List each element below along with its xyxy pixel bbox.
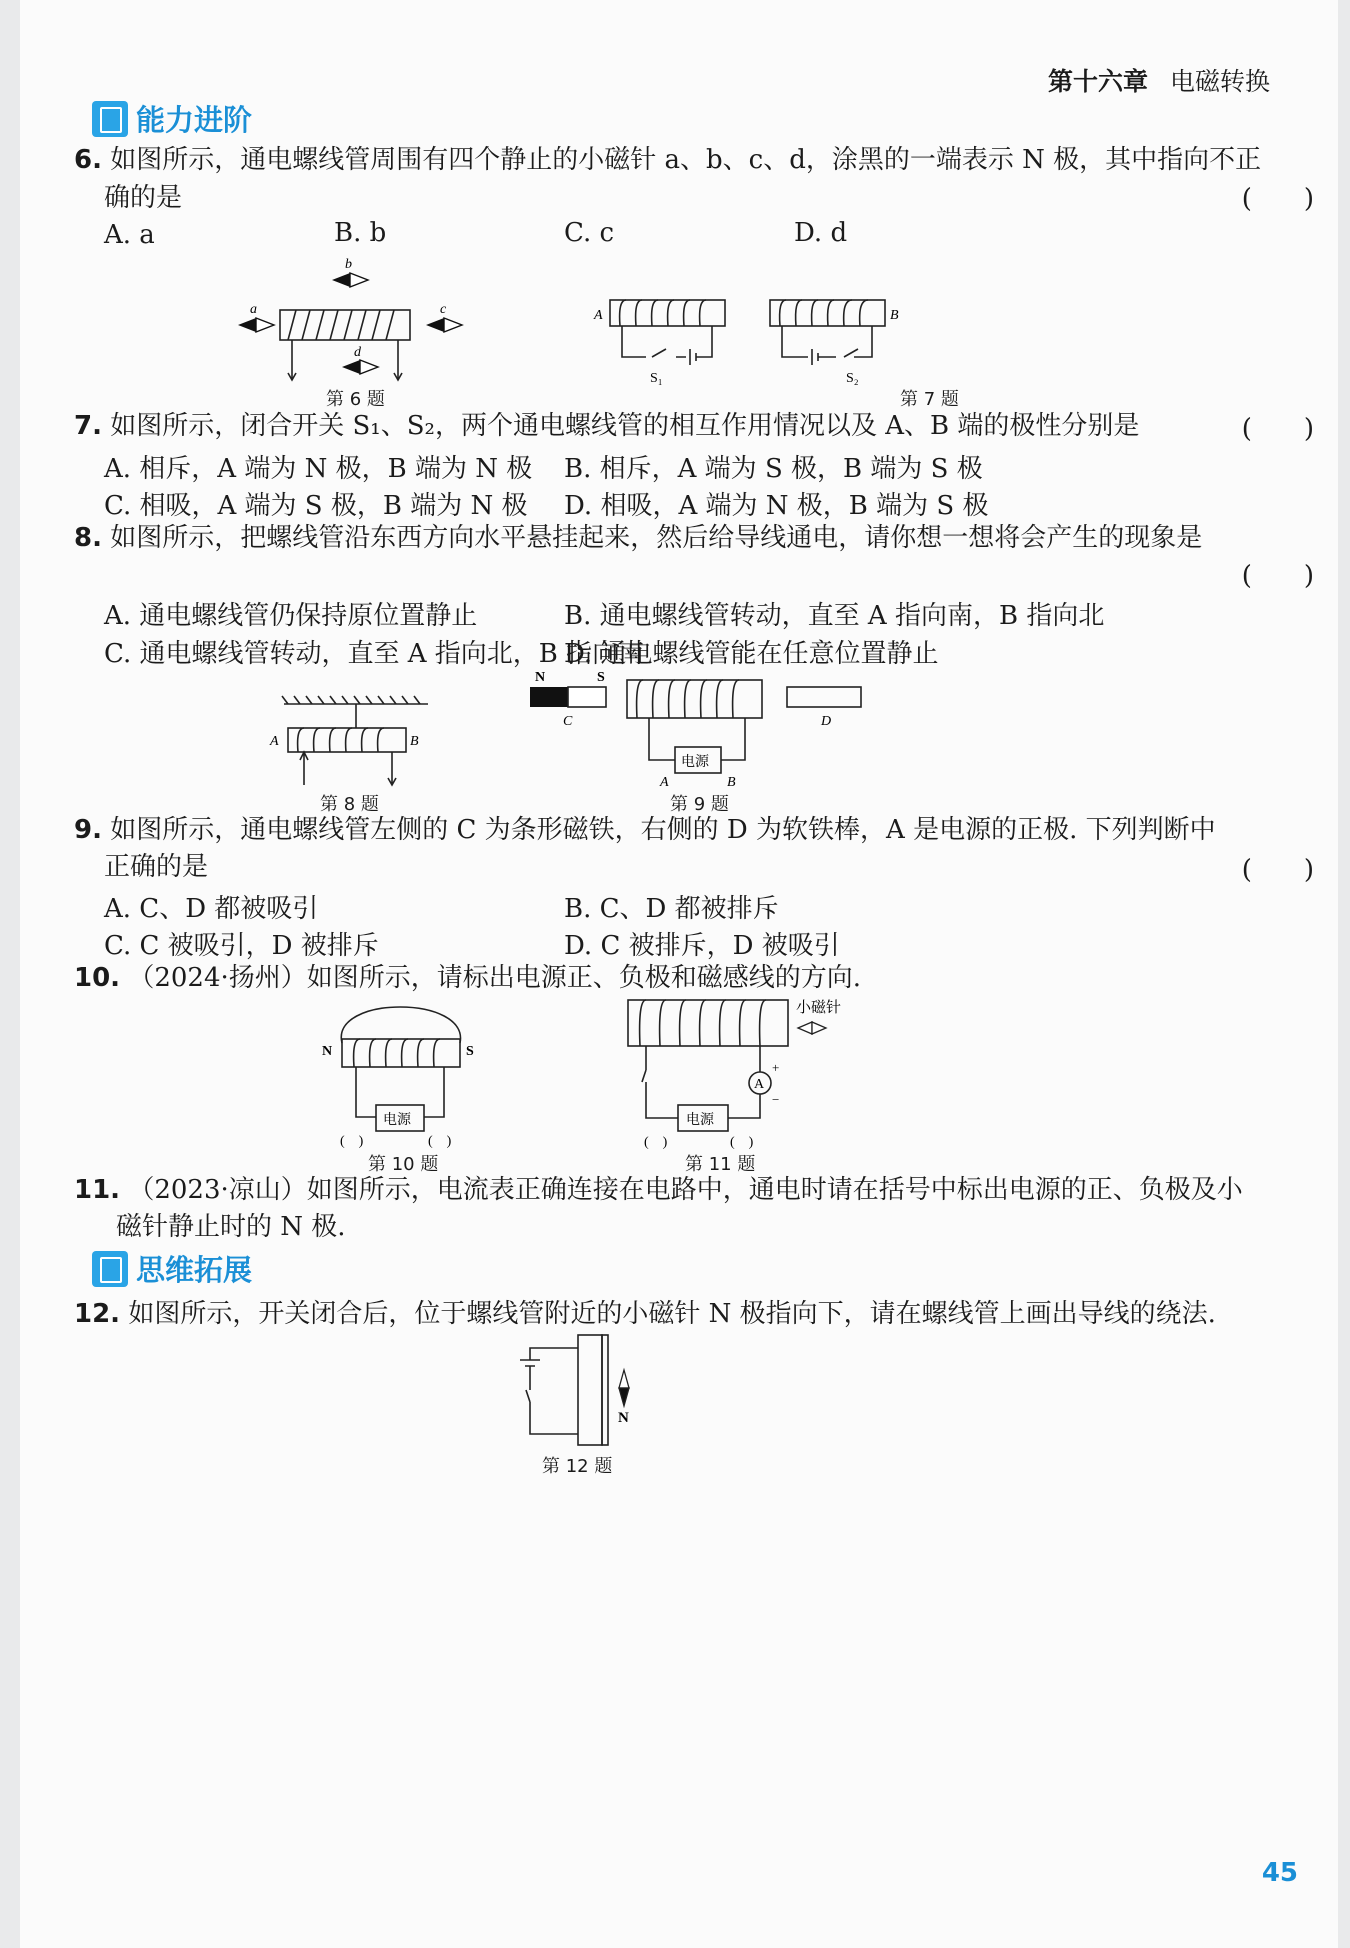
question-8: [74, 520, 1202, 556]
option-c: C. c: [564, 218, 615, 248]
question-7: [74, 408, 1139, 444]
option-b: B. 相斥，A 端为 S 极，B 端为 S 极: [564, 454, 983, 484]
caption-7: 第 7 题: [900, 389, 959, 410]
pencil-note-icon: [92, 1251, 128, 1287]
label-S: S: [466, 1044, 474, 1059]
ammeter-label: A: [754, 1077, 765, 1092]
label-D: D: [821, 714, 832, 729]
figure-12: [510, 1330, 670, 1450]
label-plus: +: [772, 1060, 780, 1075]
label-b: b: [345, 257, 352, 272]
answer-paren: ( ): [1241, 855, 1314, 885]
question-6-cont: 确的是: [104, 183, 183, 213]
figure-10: [310, 1005, 490, 1150]
question-text: 如图所示，通电螺线管周围有四个静止的小磁针 a、b、c、d，涂黑的一端表示 N 极，其中指向不正: [110, 145, 1262, 175]
figure-7: [590, 285, 920, 390]
label-power: 电源: [681, 755, 709, 770]
label-minus: −: [772, 1092, 780, 1107]
label-C: C: [563, 714, 573, 729]
answer-paren: ( ): [1241, 414, 1314, 444]
option-d: D. C 被排斥，D 被吸引: [564, 931, 840, 961]
label-d: d: [354, 345, 361, 360]
page-number: 45: [1261, 1858, 1298, 1888]
question-number: 7.: [74, 411, 102, 441]
section-heading-ability: [92, 98, 252, 139]
question-text: 如图所示，闭合开关 S₁、S₂，两个通电螺线管的相互作用情况以及 A、B 端的极性分别是: [110, 411, 1140, 441]
option-a: A. 通电螺线管仍保持原位置静止: [104, 601, 478, 631]
label-power: 电源: [686, 1113, 714, 1128]
figure-6: [230, 255, 490, 405]
option-d: D. 通电螺线管能在任意位置静止: [564, 639, 939, 669]
caption-11: 第 11 题: [685, 1154, 756, 1175]
question-text: （2024·扬州）如图所示，请标出电源正、负极和磁感线的方向.: [128, 963, 862, 993]
question-11: [74, 1172, 1243, 1208]
question-text: 如图所示，通电螺线管左侧的 C 为条形磁铁，右侧的 D 为软铁棒，A 是电源的正极. 下列判断中: [110, 815, 1216, 845]
section-title: 能力进阶: [136, 103, 253, 137]
figure-11: [600, 990, 860, 1150]
option-c: C. C 被吸引，D 被排斥: [104, 931, 379, 961]
question-text: 如图所示，把螺线管沿东西方向水平悬挂起来，然后给导线通电，请你想一想将会产生的现象是: [110, 523, 1203, 553]
label-S1: S₁: [650, 371, 663, 386]
answer-paren: ( ): [1241, 561, 1314, 591]
question-number: 9.: [74, 815, 102, 845]
label-c: c: [440, 302, 447, 317]
paren-left: ( ): [644, 1135, 668, 1150]
option-c: C. 相吸，A 端为 S 极，B 端为 N 极: [104, 491, 528, 521]
option-d: D. 相吸，A 端为 N 极，B 端为 S 极: [564, 491, 989, 521]
label-S2: S₂: [846, 371, 859, 386]
option-a: A. 相斥，A 端为 N 极，B 端为 N 极: [104, 454, 533, 484]
question-12: [74, 1296, 1216, 1332]
option-b: B. C、D 都被排斥: [564, 894, 779, 924]
label-A: A: [594, 308, 603, 323]
caption-9: 第 9 题: [670, 794, 729, 815]
label-B: B: [890, 308, 899, 323]
question-number: 12.: [74, 1299, 121, 1329]
option-b: B. 通电螺线管转动，直至 A 指向南，B 指向北: [564, 601, 1105, 631]
chapter-title: 电磁转换: [1169, 67, 1270, 96]
answer-paren: ( ): [1241, 184, 1314, 214]
caption-10: 第 10 题: [368, 1154, 439, 1175]
figure-9: [525, 665, 875, 795]
caption-8: 第 8 题: [320, 794, 379, 815]
option-b: B. b: [334, 218, 387, 248]
label-S: S: [597, 670, 605, 685]
option-c: C. 通电螺线管转动，直至 A 指向北，B 指向南: [104, 639, 645, 669]
option-a: A. C、D 都被吸引: [104, 894, 319, 924]
section-title: 思维拓展: [136, 1253, 253, 1287]
question-11-cont: 磁针静止时的 N 极.: [116, 1212, 346, 1242]
label-N: N: [322, 1044, 333, 1059]
pencil-note-icon: [92, 101, 128, 137]
label-power: 电源: [383, 1113, 411, 1128]
question-9: [74, 812, 1216, 848]
option-a: A. a: [104, 220, 155, 250]
running-header: [1048, 62, 1270, 98]
question-number: 11.: [74, 1175, 121, 1205]
caption-12: 第 12 题: [542, 1456, 613, 1477]
option-d: D. d: [794, 218, 848, 248]
question-number: 6.: [74, 145, 102, 175]
paren-right: ( ): [730, 1135, 754, 1150]
label-N: N: [618, 1410, 629, 1426]
section-heading-thinking: [92, 1248, 252, 1289]
chapter-label: 第十六章: [1047, 67, 1148, 96]
caption-6: 第 6 题: [326, 389, 385, 410]
label-A: A: [270, 734, 279, 749]
question-text: 如图所示，开关闭合后，位于螺线管附近的小磁针 N 极指向下，请在螺线管上画出导线的绕法.: [128, 1299, 1216, 1329]
question-6: [74, 142, 1261, 178]
question-number: 10.: [74, 963, 121, 993]
figure-8: [260, 690, 450, 790]
label-compass: 小磁针: [796, 1000, 842, 1016]
label-a: a: [250, 302, 257, 317]
textbook-page: [20, 0, 1338, 1948]
label-B: B: [410, 734, 419, 749]
label-A: A: [660, 775, 669, 790]
paren-right: ( ): [428, 1134, 452, 1149]
question-number: 8.: [74, 523, 102, 553]
label-B: B: [727, 775, 736, 790]
label-N: N: [535, 670, 546, 685]
question-9-cont: 正确的是: [104, 852, 209, 882]
paren-left: ( ): [340, 1134, 364, 1149]
question-text: （2023·凉山）如图所示，电流表正确连接在电路中，通电时请在括号中标出电源的正、负极及小: [128, 1175, 1243, 1205]
